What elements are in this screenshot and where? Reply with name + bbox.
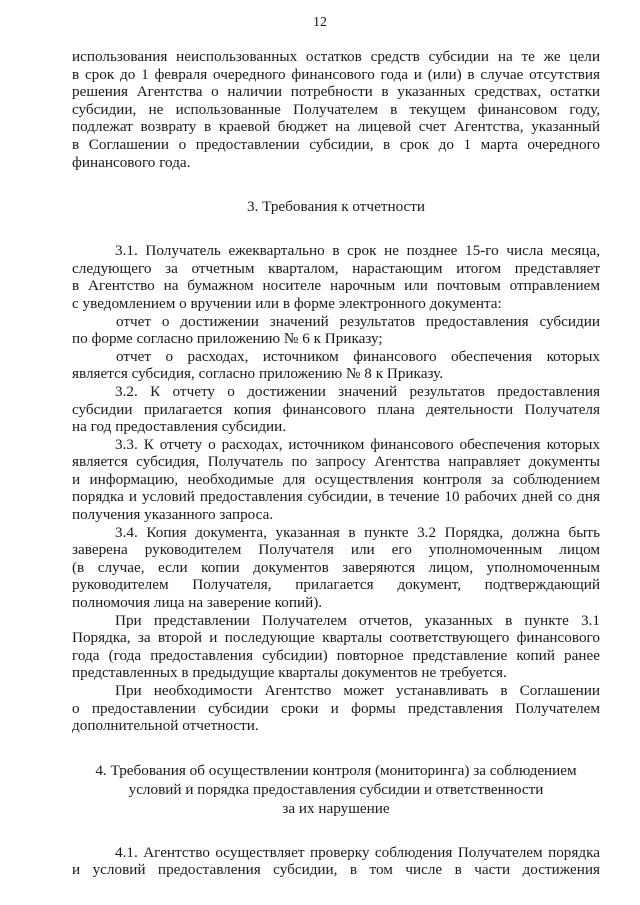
text-line: в Агентство на бумажном носителе нарочным или почтовым отправлением <box>72 277 600 295</box>
text-line: При необходимости Агентство может устанавливать в Соглашении <box>115 682 600 699</box>
text-line: заверена руководителем Получателя или его уполномоченным лицом <box>72 541 600 559</box>
text-line: руководителем Получателя, прилагается документ, подтверждающий <box>72 576 600 594</box>
text-line: субсидии прилагается копия финансового плана деятельности Получателя <box>72 400 600 418</box>
paragraph-3-2 <box>72 383 600 436</box>
text-line: представленных в предыдущие кварталы документов не требуется. <box>72 664 507 682</box>
paragraph-3-4 <box>72 524 600 612</box>
paragraph-copies <box>72 612 600 682</box>
text-line: субсидии, не использованные Получателем в текущем финансовом году, <box>72 100 600 118</box>
text-line: подлежат возврату в краевой бюджет на лицевой счет Агентства, указанный <box>72 118 600 136</box>
paragraph-3-1 <box>72 242 600 312</box>
text-line: является субсидия, Получатель по запросу Агентства направляет документы <box>72 453 600 471</box>
text-line: При представлении Получателем отчетов, указанных в пункте 3.1 <box>115 611 600 629</box>
text-line: отчет о расходах, источником финансового обеспечения которых <box>116 347 600 365</box>
paragraph-3-1-report-expenses <box>72 348 600 383</box>
heading-line: 4. Требования об осуществлении контроля (мониторинга) за соблюдением <box>95 761 577 779</box>
text-line: 3.3. К отчету о расходах, источником финансового обеспечения которых <box>115 435 600 453</box>
text-line: решения Агентства о наличии потребности в указанных средствах, остатки <box>72 83 600 101</box>
text-line: 3.4. Копия документа, указанная в пункте 3.2 Порядка, должна быть <box>115 523 600 541</box>
paragraph-additional-reporting <box>72 682 600 735</box>
text-line: дополнительной отчетности. <box>72 717 259 735</box>
text-line: 3.2. К отчету о достижении значений результатов предоставления <box>115 382 600 400</box>
text-line: на год предоставления субсидии. <box>72 418 287 436</box>
text-line: порядка и условий предоставления субсидии, в течение 10 рабочих дней со дня <box>72 488 600 506</box>
paragraph-3-3 <box>72 436 600 524</box>
text-line: года (года предоставления субсидии) повторное представление копий ранее <box>72 646 600 664</box>
text-line: получения указанного запроса. <box>72 506 274 524</box>
document-body <box>72 48 600 879</box>
text-line: 4.1. Агентство осуществляет проверку соблюдения Получателем порядка <box>115 843 600 861</box>
page-number: 12 <box>313 15 327 30</box>
paragraph-intro <box>72 48 600 171</box>
heading-line: за их нарушение <box>282 799 390 817</box>
text-line: и информацию, необходимые для осуществления контроля за соблюдением <box>72 470 600 488</box>
text-line: Порядка, за второй и последующие кварталы соответствующего финансового <box>72 629 600 647</box>
paragraph-3-1-report-results <box>72 313 600 348</box>
text-line: является субсидия, согласно приложению № 8 к Приказу. <box>72 365 444 383</box>
text-line: следующего за отчетным кварталом, нарастающим итогом представляет <box>72 259 600 277</box>
text-line: по форме согласно приложению № 6 к Приказу; <box>72 330 383 348</box>
text-line: и условий предоставления субсидии, в том числе в части достижения <box>72 861 600 879</box>
text-line: полномочия лица на заверение копий). <box>72 594 323 612</box>
section-3-heading: 3. Требования к отчетности <box>246 198 426 216</box>
text-line: отчет о достижении значений результатов предоставления субсидии <box>116 312 600 330</box>
text-line: в срок до 1 февраля очередного финансового года и (или) в случае отсутствия <box>72 65 600 83</box>
text-line: с уведомлением о вручении или в форме электронного документа: <box>72 294 502 312</box>
text-line: в Соглашении о предоставлении субсидии, в срок до 1 марта очередного <box>72 135 600 153</box>
heading-line: условий и порядка предоставления субсидии и ответственности <box>128 780 544 798</box>
paragraph-4-1 <box>72 844 600 879</box>
text-line: финансового года. <box>72 153 191 171</box>
text-line: о предоставлении субсидии сроки и формы представления Получателем <box>72 699 600 717</box>
section-4-heading <box>72 761 600 818</box>
text-line: 3.1. Получатель ежеквартально в срок не позднее 15-го числа месяца, <box>115 242 600 260</box>
text-line: (в случае, если копии документов заверяются лицом, уполномоченным <box>72 558 600 576</box>
text-line: использования неиспользованных остатков средств субсидии на те же цели <box>72 48 600 65</box>
